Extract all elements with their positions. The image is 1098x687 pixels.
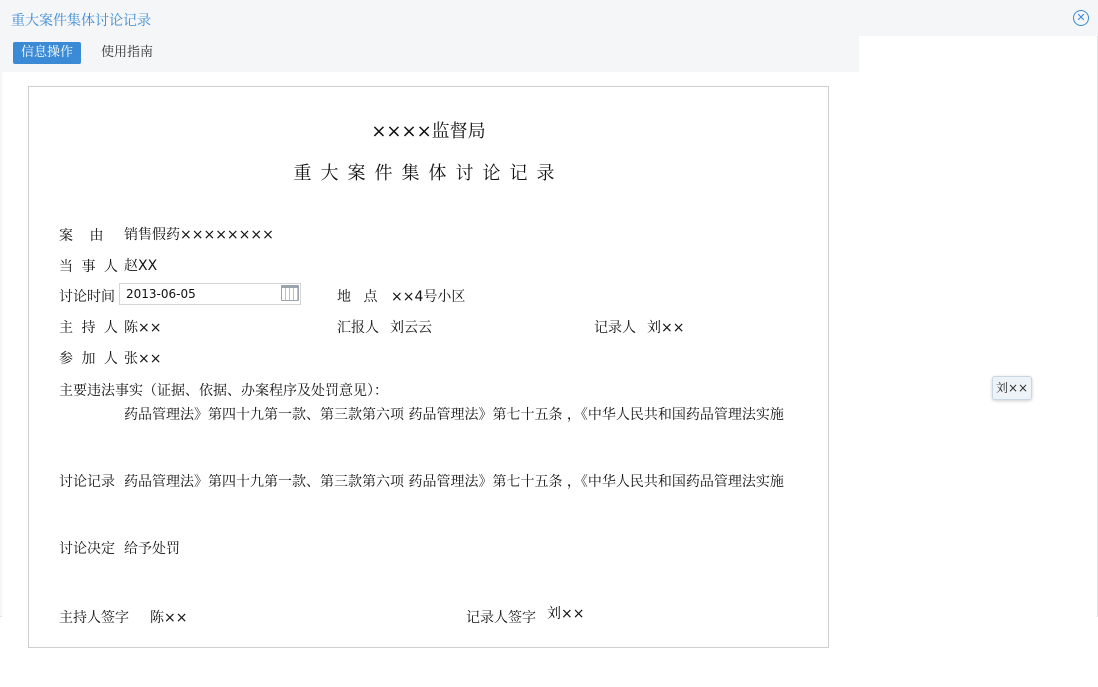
discussion-record-text: 药品管理法》第四十九第一款、第三款第六项 药品管理法》第七十五条 ，《中华人民共和国药品管理法实施 [124, 474, 784, 490]
location-value: ××4号小区 [391, 289, 466, 305]
host-signature-value: 陈×× [150, 610, 188, 626]
discussion-date-input[interactable]: 2013-06-05 [119, 283, 301, 305]
recorder-signature-label: 记录人签字 [466, 610, 536, 626]
discussion-record-label: 讨论记录 [59, 474, 115, 490]
participants-value: 张×× [124, 351, 162, 367]
window-title: 重大案件集体讨论记录 [11, 13, 151, 29]
document-paper [28, 86, 829, 648]
document-scroll-area[interactable] [2, 72, 859, 626]
party-label: 当 事 人 [59, 259, 120, 275]
host-signature-label: 主持人签字 [59, 610, 129, 626]
host-label: 主 持 人 [59, 320, 120, 336]
document-title: 重大案件集体讨论记录 [293, 163, 564, 184]
location-label: 地 点 [337, 289, 382, 305]
decision-label: 讨论决定 [59, 541, 115, 557]
recorder-label: 记录人 [594, 320, 636, 336]
tooltip: 刘×× [992, 376, 1032, 400]
side-panel [859, 36, 1097, 617]
decision-value: 给予处罚 [124, 541, 180, 557]
reporter-label: 汇报人 [337, 320, 379, 336]
title-bar [0, 0, 1098, 36]
recorder-signature-value: 刘×× [547, 606, 585, 622]
tab-user-guide[interactable]: 使用指南 [101, 45, 154, 60]
participants-label: 参 加 人 [59, 351, 120, 367]
organization-name: ××××监督局 [371, 121, 486, 142]
tab-info-operation[interactable]: 信息操作 [13, 42, 81, 64]
case-reason-value: 销售假药×××××××× [124, 227, 274, 243]
reporter-value: 刘云云 [390, 320, 432, 336]
calendar-icon[interactable] [281, 285, 299, 301]
facts-label: 主要违法事实（证据、依据、办案程序及处罚意见）： [59, 383, 388, 399]
facts-text: 药品管理法》第四十九第一款、第三款第六项 药品管理法》第七十五条 ，《中华人民共和国药品管理法实施 [124, 407, 784, 423]
toolbar [0, 36, 859, 72]
party-value: 赵XX [124, 258, 158, 274]
host-value: 陈×× [124, 320, 162, 336]
close-icon[interactable]: ✕ [1073, 10, 1089, 26]
case-reason-label: 案 由 [59, 228, 110, 244]
discussion-time-label: 讨论时间 [59, 289, 115, 305]
recorder-value: 刘×× [647, 320, 685, 336]
